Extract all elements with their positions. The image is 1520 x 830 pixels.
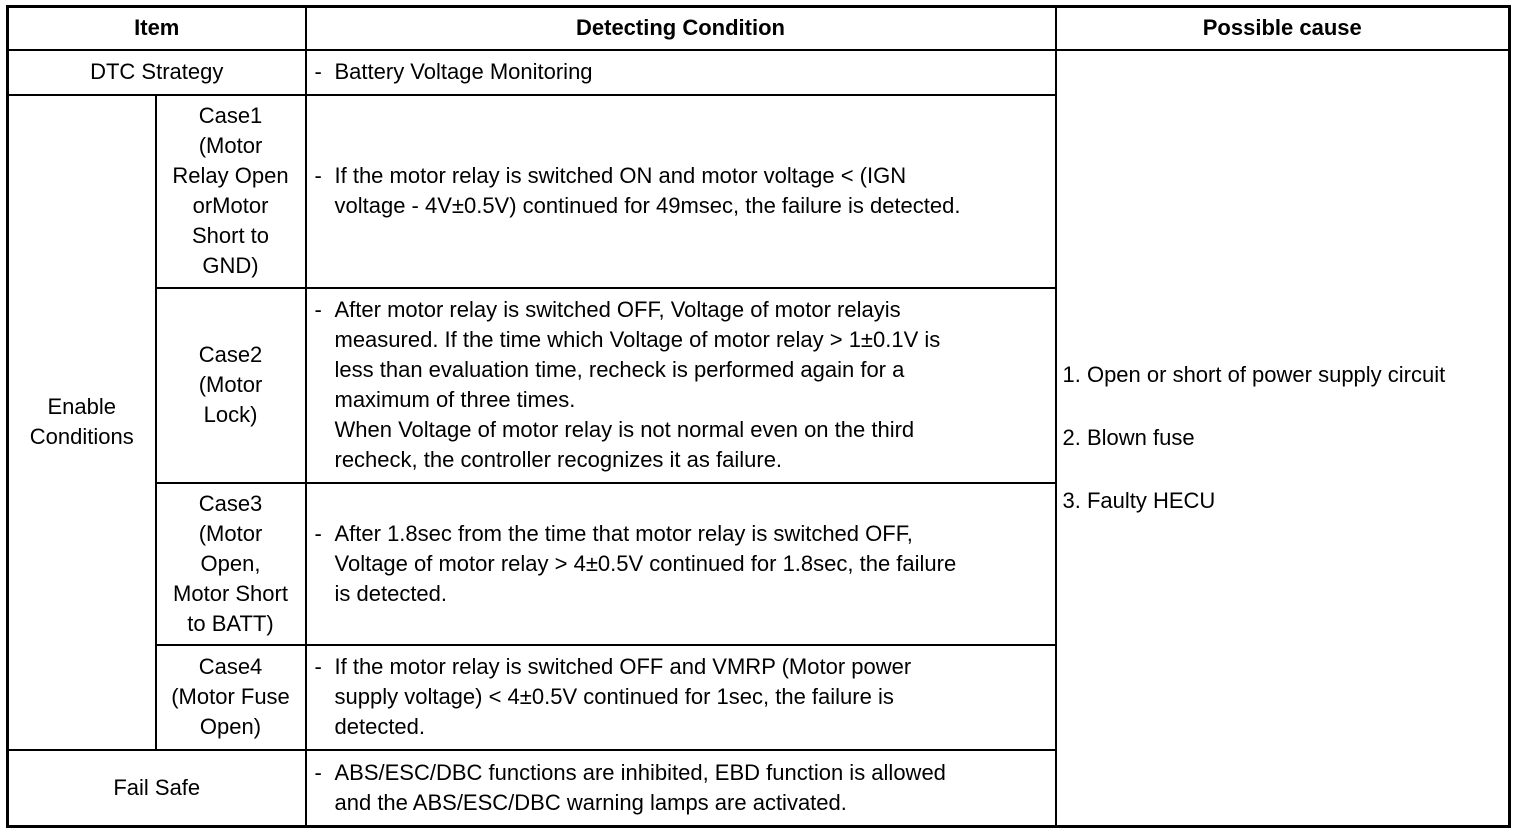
possible-causes-cell: [1056, 50, 1510, 827]
case4-condition: - If the motor relay is switched OFF and VMRP (Motor power supply voltage) < 4±0.5V continued for 1sec, the failure is detected.: [306, 645, 1056, 750]
dtc-strategy-label: DTC Strategy: [8, 50, 306, 95]
case3-name: Case3 (Motor Open, Motor Short to BATT): [156, 483, 306, 645]
strategy-text: Battery Voltage Monitoring: [334, 59, 593, 84]
cause-item: 1. Open or short of power supply circuit: [1062, 361, 1446, 387]
case2-name: Case2 (Motor Lock): [156, 288, 306, 483]
case1-condition: - If the motor relay is switched ON and motor voltage < (IGN voltage - 4V±0.5V) continued for 49msec, the failure is detected.: [306, 95, 1056, 288]
fail-safe-label: Fail Safe: [8, 750, 306, 827]
bullet-dash: -: [314, 520, 322, 546]
case4-name: Case4 (Motor Fuse Open): [156, 645, 306, 750]
bullet-dash: -: [314, 163, 322, 188]
header-item: Item: [8, 7, 306, 50]
cause-item: 2. Blown fuse: [1062, 424, 1195, 450]
case3-condition: - After 1.8sec from the time that motor relay is switched OFF, Voltage of motor relay > 4±0.5V continued for 1.8sec, the failure is detected.: [306, 483, 1056, 645]
fail-safe-condition: - ABS/ESC/DBC functions are inhibited, EBD function is allowed and the ABS/ESC/DBC warning lamps are activated.: [306, 750, 1056, 827]
dtc-strategy-condition: [306, 50, 1056, 95]
strategy-row: [8, 50, 1510, 95]
enable-conditions-label: Enable Conditions: [8, 95, 156, 750]
cause-item: 3. Faulty HECU: [1062, 487, 1216, 513]
bullet-dash: -: [314, 297, 322, 322]
bullet-dash: -: [314, 654, 322, 679]
dtc-table: [6, 5, 1511, 828]
header-row: [8, 7, 1510, 50]
case2-condition: - After motor relay is switched OFF, Voltage of motor relayis measured. If the time which Voltage of motor relay > 1±0.1V is less than evaluation time, recheck is performed again for a maximum of three times. When Voltage of motor relay is not normal even on the third recheck, the controller recognizes it as failure.: [306, 288, 1056, 483]
bullet-dash: -: [314, 59, 322, 84]
case1-name: Case1 (Motor Relay Open orMotor Short to GND): [156, 95, 306, 288]
bullet-dash: -: [314, 759, 322, 785]
header-detecting-condition: Detecting Condition: [306, 7, 1056, 50]
header-possible-cause: Possible cause: [1056, 7, 1510, 50]
